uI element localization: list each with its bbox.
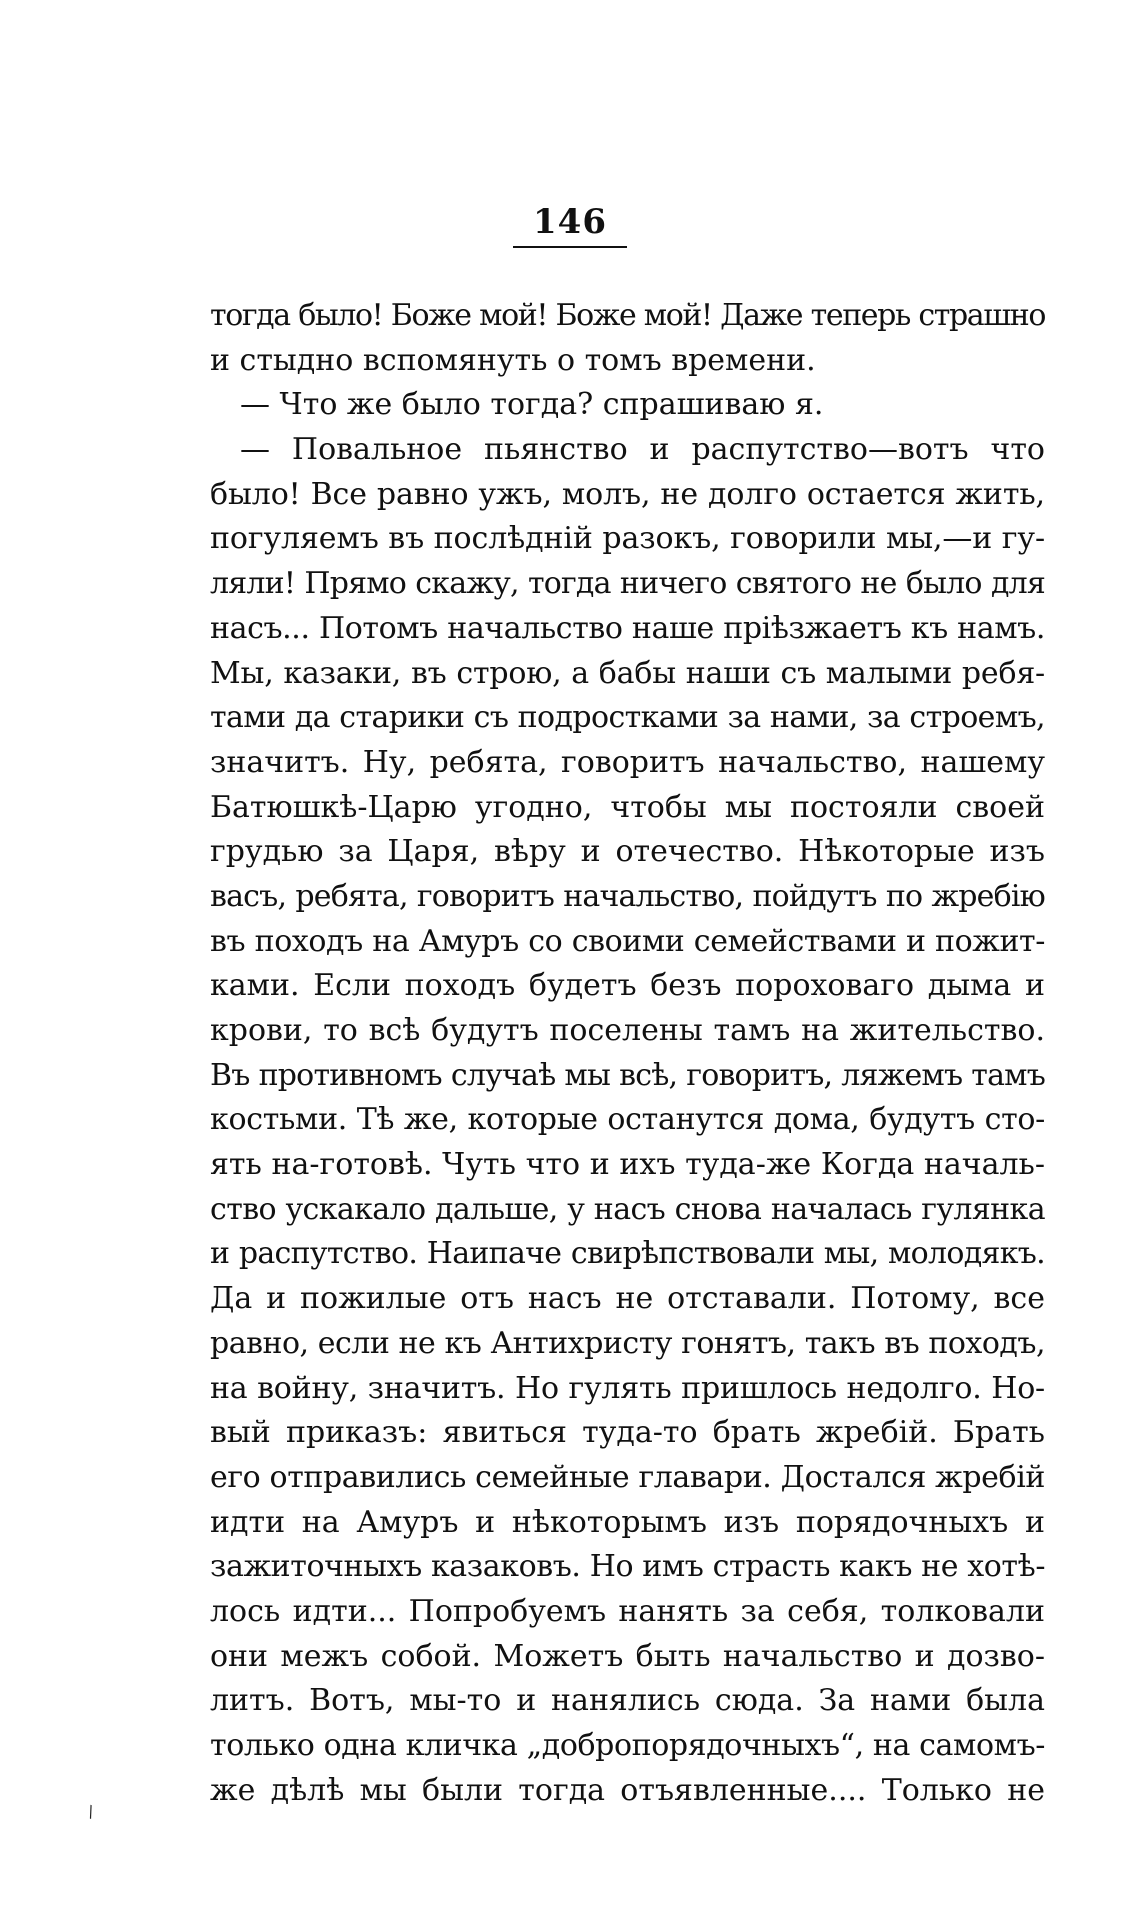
text-line: грудью за Царя, вѣру и отечество. Нѣкоторые изъ [210, 834, 1045, 870]
text-line: и распутство. Наипаче свирѣпствовали мы, молодякъ. [210, 1236, 1045, 1272]
text-line: — Повальное пьянство и распутство—вотъ что [240, 432, 1045, 468]
text-line: — Что же было тогда? спрашиваю я. [240, 387, 824, 423]
text-line: Да и пожилые отъ насъ не отставали. Потому, все [210, 1281, 1045, 1317]
text-line: лось идти... Попробуемъ нанять за себя, толковали [210, 1593, 1045, 1629]
text-line: погуляемъ въ послѣднiй разокъ, говорили мы,—и гу- [210, 521, 1045, 557]
text-line: крови, то всѣ будутъ поселены тамъ на жительство. [210, 1013, 1045, 1048]
text-line: ляли! Прямо скажу, тогда ничего святого не было для [210, 566, 1045, 602]
text-line: въ походъ на Амуръ со своими семействами и пожит- [210, 923, 1045, 959]
text-line: на войну, значитъ. Но гулять пришлось недолго. Но- [210, 1370, 1045, 1406]
text-line: же дѣлѣ мы были тогда отъявленные.... Только не [210, 1772, 1045, 1808]
text-line: было! Все равно ужъ, молъ, не долго остается жить, [210, 476, 1045, 512]
text-line: значитъ. Ну, ребята, говоритъ начальство, нашему [210, 744, 1045, 780]
stray-ink-mark: \ [85, 1801, 97, 1822]
text-line: тогда было! Боже мой! Боже мой! Даже теперь страшно [210, 298, 1045, 333]
text-line: идти на Амуръ и нѣкоторымъ изъ порядочныхъ и [210, 1504, 1045, 1540]
text-line: ство ускакало дальше, у насъ снова началась гулянка [210, 1191, 1045, 1227]
text-line: равно, если не къ Антихристу гонятъ, такъ въ походъ, [210, 1325, 1045, 1361]
text-line: ять на-готовѣ. Чуть что и ихъ туда-же Когда началь- [210, 1147, 1045, 1183]
page-number: 146 [513, 200, 627, 248]
text-line: ками. Если походъ будетъ безъ пороховаго дыма и [210, 968, 1045, 1004]
text-line: только одна кличка „добропорядочныхъ“, на самомъ- [210, 1728, 1045, 1763]
body-text [210, 294, 1045, 1813]
text-line: Въ противномъ случаѣ мы всѣ, говоритъ, ляжемъ тамъ [210, 1057, 1045, 1093]
text-line: и стыдно вспомянуть о томъ времени. [210, 342, 816, 378]
text-line: его отправились семейные главари. Достался жребiй [210, 1459, 1045, 1495]
text-line: вый приказъ: явиться туда-то брать жребiй. Брать [210, 1415, 1045, 1451]
text-line: васъ, ребята, говоритъ начальство, пойдутъ по жребiю [210, 878, 1045, 914]
text-line: тами да старики съ подростками за нами, за строемъ, [210, 700, 1045, 736]
text-line: литъ. Вотъ, мы-то и нанялись сюда. За нами была [210, 1683, 1045, 1719]
text-line: зажиточныхъ казаковъ. Но имъ страсть какъ не хотѣ- [210, 1549, 1046, 1585]
text-line: Батюшкѣ-Царю угодно, чтобы мы постояли своей [210, 789, 1045, 825]
text-line: Мы, казаки, въ строю, а бабы наши съ малыми ребя- [210, 655, 1045, 691]
text-line: насъ... Потомъ начальство наше прiѣзжаетъ къ намъ. [210, 610, 1045, 646]
text-line: они межъ собой. Можетъ быть начальство и дозво- [210, 1638, 1045, 1674]
text-line: костьми. Тѣ же, которые останутся дома, будутъ сто- [210, 1102, 1045, 1138]
